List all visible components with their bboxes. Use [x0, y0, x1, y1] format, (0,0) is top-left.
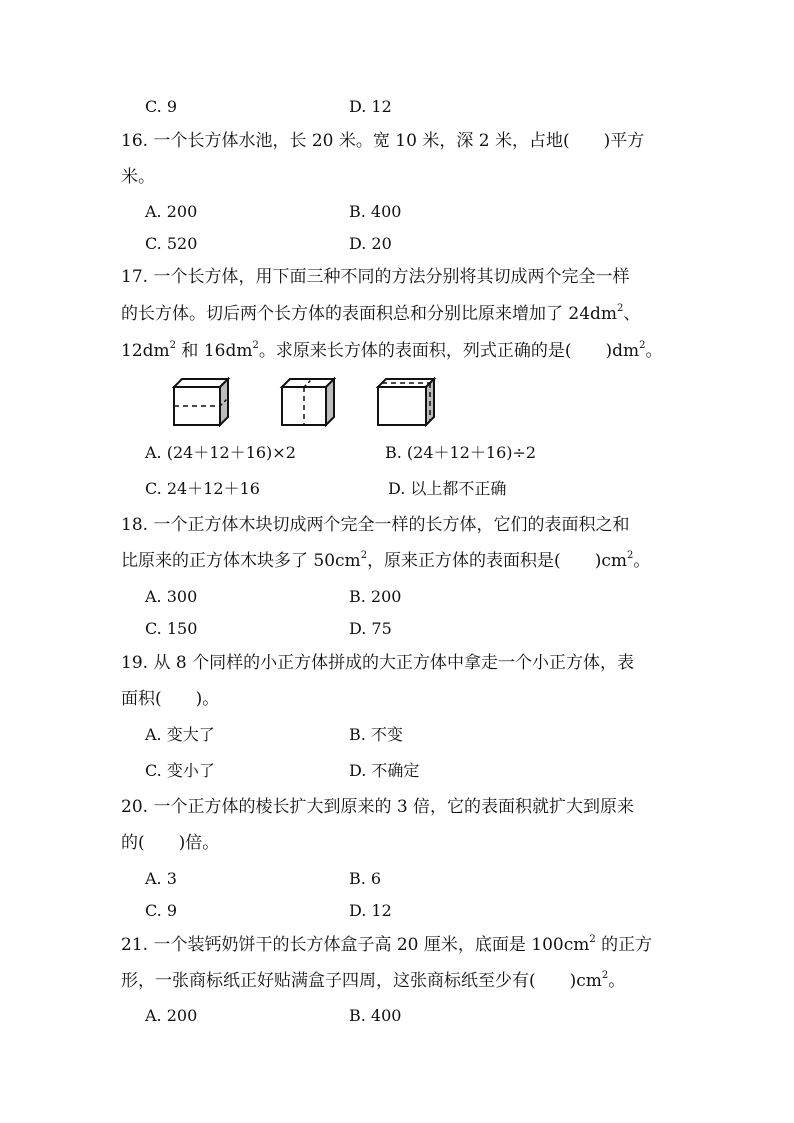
q16-stem-line2: 米。: [121, 167, 155, 187]
q21-line1-text-b: 的正方: [595, 935, 653, 955]
q18-option-b: B. 200: [349, 587, 402, 606]
cuboid-horizontal-cut: [174, 379, 228, 425]
q17-stem-line2: [121, 303, 684, 325]
q18-line2-text-a: 比原来的正方体木块多了 50cm: [121, 551, 361, 571]
q21-stem-line1: [121, 934, 684, 956]
q16-stem-line1: 16. 一个长方体水池，长 20 米。宽 10 米，深 2 米，占地( )平方: [121, 131, 645, 151]
q17-line2-text: 的长方体。切后两个长方体的表面积总和分别比原来增加了 24dm: [121, 304, 618, 324]
q18-line2-text-b: ，原来正方体的表面积是( )cm: [367, 551, 627, 571]
q17-line2-sup: 2: [617, 303, 624, 315]
q17-stem-line3: [121, 340, 684, 362]
q18-stem-line2: [121, 550, 684, 572]
q16-option-a: A. 200: [145, 202, 198, 221]
q17-line3-text-a: 12dm: [121, 341, 170, 361]
q20-option-b: B. 6: [349, 869, 382, 888]
q19-option-c: C. 变小了: [145, 761, 215, 780]
q21-line2-sup: 2: [601, 970, 609, 982]
cuboid-vertical-cut: [282, 379, 334, 425]
q20-option-a: A. 3: [145, 869, 177, 888]
q17-option-d: D. 以上都不正确: [388, 479, 507, 498]
q20-option-c: C. 9: [145, 901, 178, 920]
q21-stem-line2: [121, 970, 684, 992]
q18-line2-sup2: 2: [626, 550, 634, 562]
q18-option-c: C. 150: [145, 619, 198, 638]
q20-stem-line2: 的( )倍。: [121, 833, 220, 853]
q16-option-c: C. 520: [145, 234, 198, 253]
q21-option-a: A. 200: [145, 1006, 198, 1025]
q19-option-b: B. 不变: [349, 725, 403, 744]
q19-option-d: D. 不确定: [349, 761, 420, 780]
q17-line3-text-d: 。: [645, 341, 663, 361]
q17-cut-figures: [172, 375, 442, 427]
q20-stem-line1: 20. 一个正方体的棱长扩大到原来的 3 倍，它的表面积就扩大到原来: [121, 797, 635, 817]
q20-option-d: D. 12: [349, 901, 392, 920]
q18-line2-sup1: 2: [360, 550, 368, 562]
q17-line3-text-c: 。求原来长方体的表面积，列式正确的是( )dm: [258, 341, 640, 361]
q17-line3-text-b: 和 16dm: [176, 341, 253, 361]
q19-stem-line2: 面积( )。: [121, 689, 220, 709]
q17-option-b: B. (24＋12＋16)÷2: [385, 443, 537, 462]
q16-option-b: B. 400: [349, 202, 402, 221]
q17-option-a: A. (24＋12＋16)×2: [145, 443, 296, 462]
q21-option-b: B. 400: [349, 1006, 402, 1025]
q15-option-d: D. 12: [349, 97, 392, 116]
q17-line3-sup3: 2: [639, 340, 646, 352]
q21-line2-text-a: 形，一张商标纸正好贴满盒子四周，这张商标纸至少有( )cm: [121, 971, 602, 991]
q21-line1-sup: 2: [589, 934, 596, 946]
q21-line2-text-b: 。: [608, 971, 626, 991]
q19-stem-line1: 19. 从 8 个同样的小正方体拼成的大正方体中拿走一个小正方体，表: [121, 653, 635, 673]
q17-line3-sup2: 2: [252, 340, 259, 352]
q18-option-a: A. 300: [145, 587, 198, 606]
q17-line3-sup1: 2: [169, 340, 177, 352]
q17-line2-punct: 、: [623, 304, 641, 324]
q15-option-c: C. 9: [145, 97, 178, 116]
q21-line1-text-a: 21. 一个装钙奶饼干的长方体盒子高 20 厘米，底面是 100cm: [121, 935, 590, 955]
q18-stem-line1: 18. 一个正方体木块切成两个完全一样的长方体，它们的表面积之和: [121, 515, 630, 535]
q19-option-a: A. 变大了: [145, 725, 215, 744]
cuboid-depth-cut: [378, 379, 434, 425]
q18-option-d: D. 75: [349, 619, 392, 638]
q17-stem-line1: 17. 一个长方体，用下面三种不同的方法分别将其切成两个完全一样: [121, 267, 630, 287]
q16-option-d: D. 20: [349, 234, 392, 253]
q17-option-c: C. 24＋12＋16: [145, 479, 260, 498]
q18-line2-text-c: 。: [633, 551, 651, 571]
